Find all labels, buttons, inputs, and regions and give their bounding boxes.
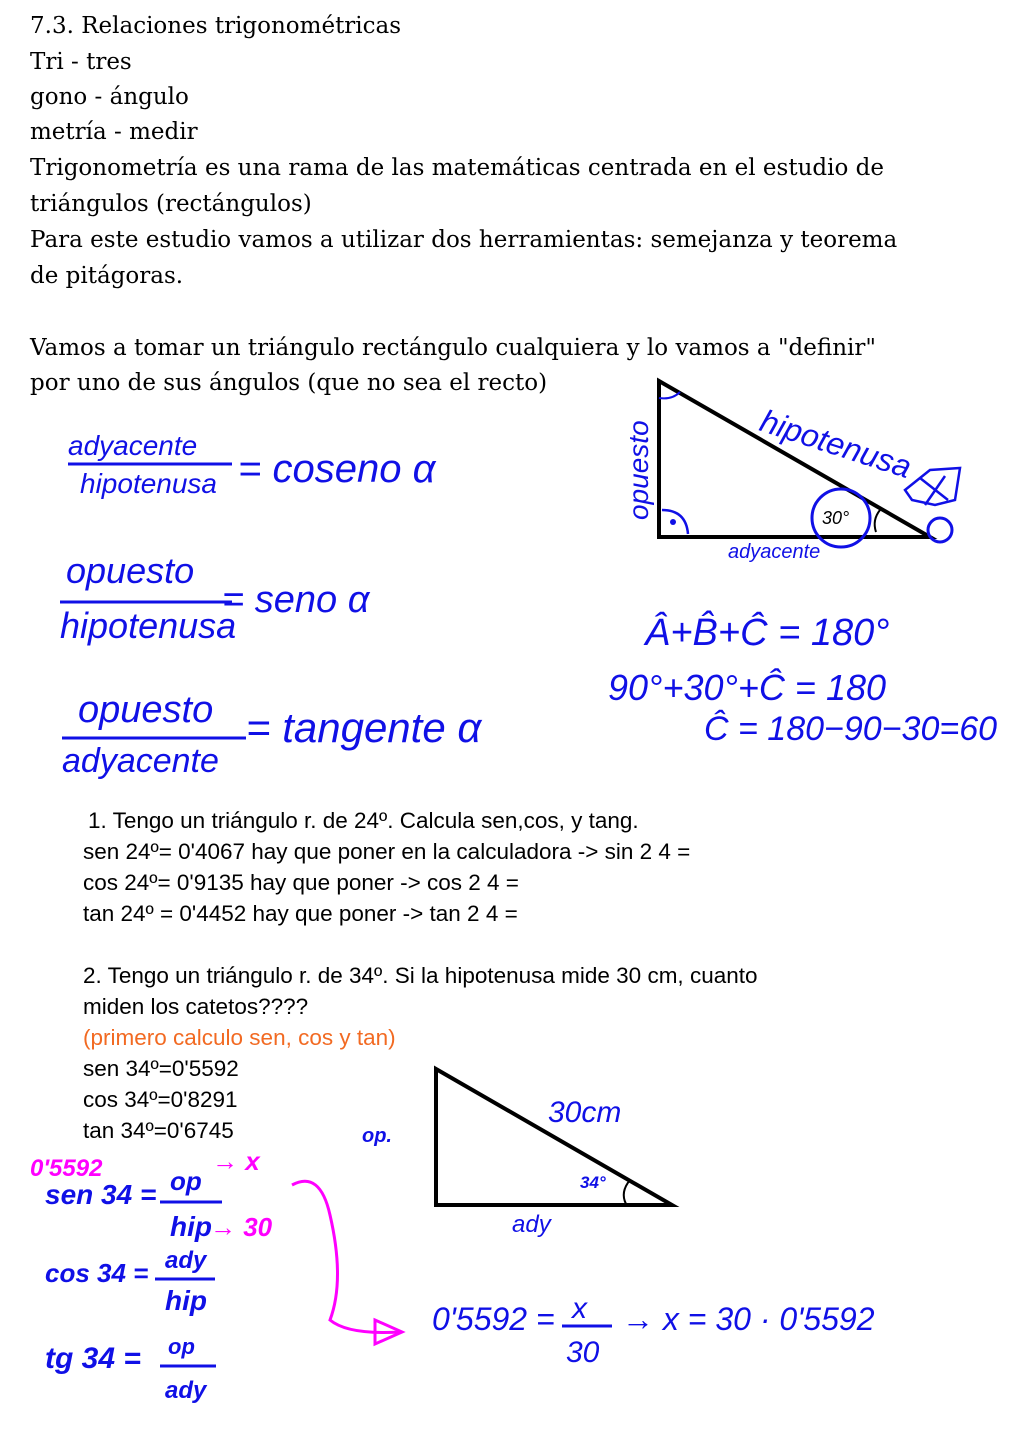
cos34-numerator: ady [165,1247,207,1274]
ratio-cos-numerator: adyacente [68,430,198,461]
etymology-tri: Tri - tres [30,49,132,75]
triangle-2-angle-label: 34° [580,1173,606,1192]
cos34-denominator: hip [165,1285,207,1316]
tg34-denominator: ady [165,1377,207,1404]
arrow-to-x: → x [212,1146,260,1176]
triangle-1-angle-label: 30° [822,508,850,528]
exercise-2-title-2: miden los catetos???? [83,994,309,1019]
ratio-sin-numerator: opuesto [66,550,195,591]
final-equation-rhs: → x = 30 · 0'5592 [622,1301,875,1337]
exercise-2-cos: cos 34º=0'8291 [83,1087,238,1112]
angle-sum-line-1: Â+B̂+Ĉ = 180° [645,612,890,654]
etymology-metria: metría - medir [30,119,198,145]
triangle-1-adjacent-label: adyacente [728,541,821,563]
cos34-label: cos 34 = [45,1258,149,1288]
final-equation-numerator: x [572,1292,587,1325]
arrow-to-30: → 30 [210,1212,273,1242]
ratio-tan-numerator: opuesto [78,689,214,731]
ratio-sin-result: = seno α [222,579,370,621]
triangle-2-opposite-label: op. [362,1125,392,1147]
angle-sum-line-3: Ĉ = 180−90−30=60 [704,710,998,748]
tg34-numerator: op [168,1334,195,1359]
exercise-2-title-1: 2. Tengo un triángulo r. de 34º. Si la hipotenusa mide 30 cm, cuanto [83,963,758,988]
sen34-denominator: hip [170,1211,212,1242]
sen34-label: sen 34 = [45,1179,157,1210]
triangle-2-hypotenuse-label: 30cm [548,1096,622,1129]
exercise-2-note: (primero calculo sen, cos y tan) [83,1025,396,1050]
exercise-1-sen: sen 24º= 0'4067 hay que poner en la calculadora -> sin 2 4 = [83,839,691,864]
angle-sum-line-2: 90°+30°+Ĉ = 180 [608,667,887,708]
final-equation-lhs: 0'5592 = [432,1301,555,1337]
triangle-1-angle-arc [875,510,880,532]
triangle-1-scribble [905,468,960,542]
triangle-1-right-angle-dot [670,519,676,525]
definition-line-1: Trigonometría es una rama de las matemáticas centrada en el estudio de [30,155,884,181]
ratio-tan-denominator: adyacente [62,742,219,780]
exercise-1-tan: tan 24º = 0'4452 hay que poner -> tan 2 4 = [83,901,518,926]
triangle-1-opposite-label: opuesto [623,420,654,520]
ratio-cos-denominator: hipotenusa [80,468,218,499]
right-triangle-2 [436,1069,672,1205]
tools-line-2: de pitágoras. [30,263,184,289]
magenta-arrow-curve [292,1181,400,1332]
triangle-2-adjacent-label: ady [512,1211,551,1238]
etymology-gono: gono - ángulo [30,84,189,110]
take-triangle-line-2: por uno de sus ángulos (que no sea el recto) [30,370,548,396]
ratio-sin-denominator: hipotenusa [60,605,237,646]
sen34-numerator: op [170,1166,202,1196]
exercise-1-title: 1. Tengo un triángulo r. de 24º. Calcula sen,cos, y tang. [88,808,639,833]
triangle-1-hypotenuse-label: hipotenusa [755,402,916,486]
exercise-1-cos: cos 24º= 0'9135 hay que poner -> cos 2 4 = [83,870,519,895]
tools-line-1: Para este estudio vamos a utilizar dos herramientas: semejanza y teorema [30,227,898,253]
triangle-2-angle-arc [624,1180,630,1204]
exercise-2-tan: tan 34º=0'6745 [83,1118,234,1143]
ratio-tan-result: = tangente α [246,704,482,751]
final-equation-denominator: 30 [566,1336,600,1369]
ratio-cos-result: = coseno α [238,447,436,491]
sen-value-annotation: 0'5592 [30,1155,103,1182]
tg34-label: tg 34 = [45,1342,141,1375]
definition-line-2: triángulos (rectángulos) [30,191,312,217]
take-triangle-line-1: Vamos a tomar un triángulo rectángulo cualquiera y lo vamos a "definir" [30,335,876,361]
section-title: 7.3. Relaciones trigonométricas [30,13,402,39]
exercise-2-sen: sen 34º=0'5592 [83,1056,239,1081]
